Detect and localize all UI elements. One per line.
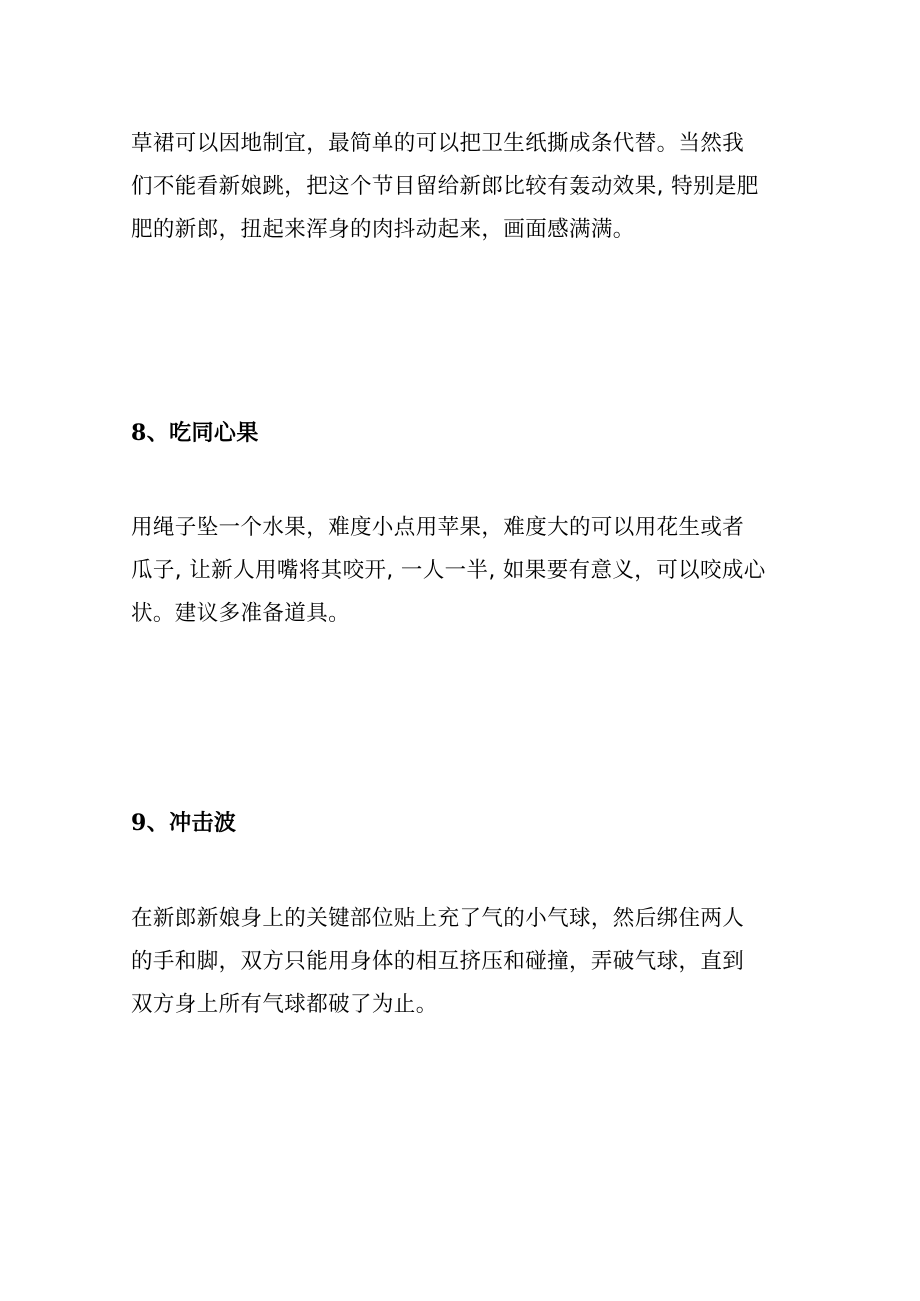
section-heading-8 [131,418,259,449]
text-line: 草裙可以因地制宜，最简单的可以把卫生纸撕成条代替。当然我 [131,131,745,156]
paragraph-grass-skirt [131,122,791,251]
paragraph-section-9 [131,897,791,1026]
section-number: 8 [131,420,147,446]
text-line: 用绳子坠一个水果，难度小点用苹果，难度大的可以用花生或者 [131,515,745,540]
text-line: 在新郎新娘身上的关键部位贴上充了气的小气球，然后绑住两人 [131,906,745,931]
section-title: 、吃同心果 [146,421,259,446]
text-line: 瓜子, 让新人用嘴将其咬开, 一人一半, 如果要有意义，可以咬成心 [131,558,766,583]
text-line: 肥的新郎，扭起来浑身的肉抖动起来，画面感满满。 [131,217,635,242]
paragraph-section-8 [131,506,791,635]
text-line: 状。建议多准备道具。 [131,601,351,626]
text-line: 们不能看新娘跳，把这个节目留给新郎比较有轰动效果, 特别是肥 [131,174,759,199]
section-title: 、冲击波 [146,811,237,836]
text-line: 双方身上所有气球都破了为止。 [131,992,438,1017]
section-number: 9 [131,810,147,836]
section-heading-9 [131,808,236,839]
text-line: 的手和脚，双方只能用身体的相互挤压和碰撞，弄破气球，直到 [131,949,745,974]
